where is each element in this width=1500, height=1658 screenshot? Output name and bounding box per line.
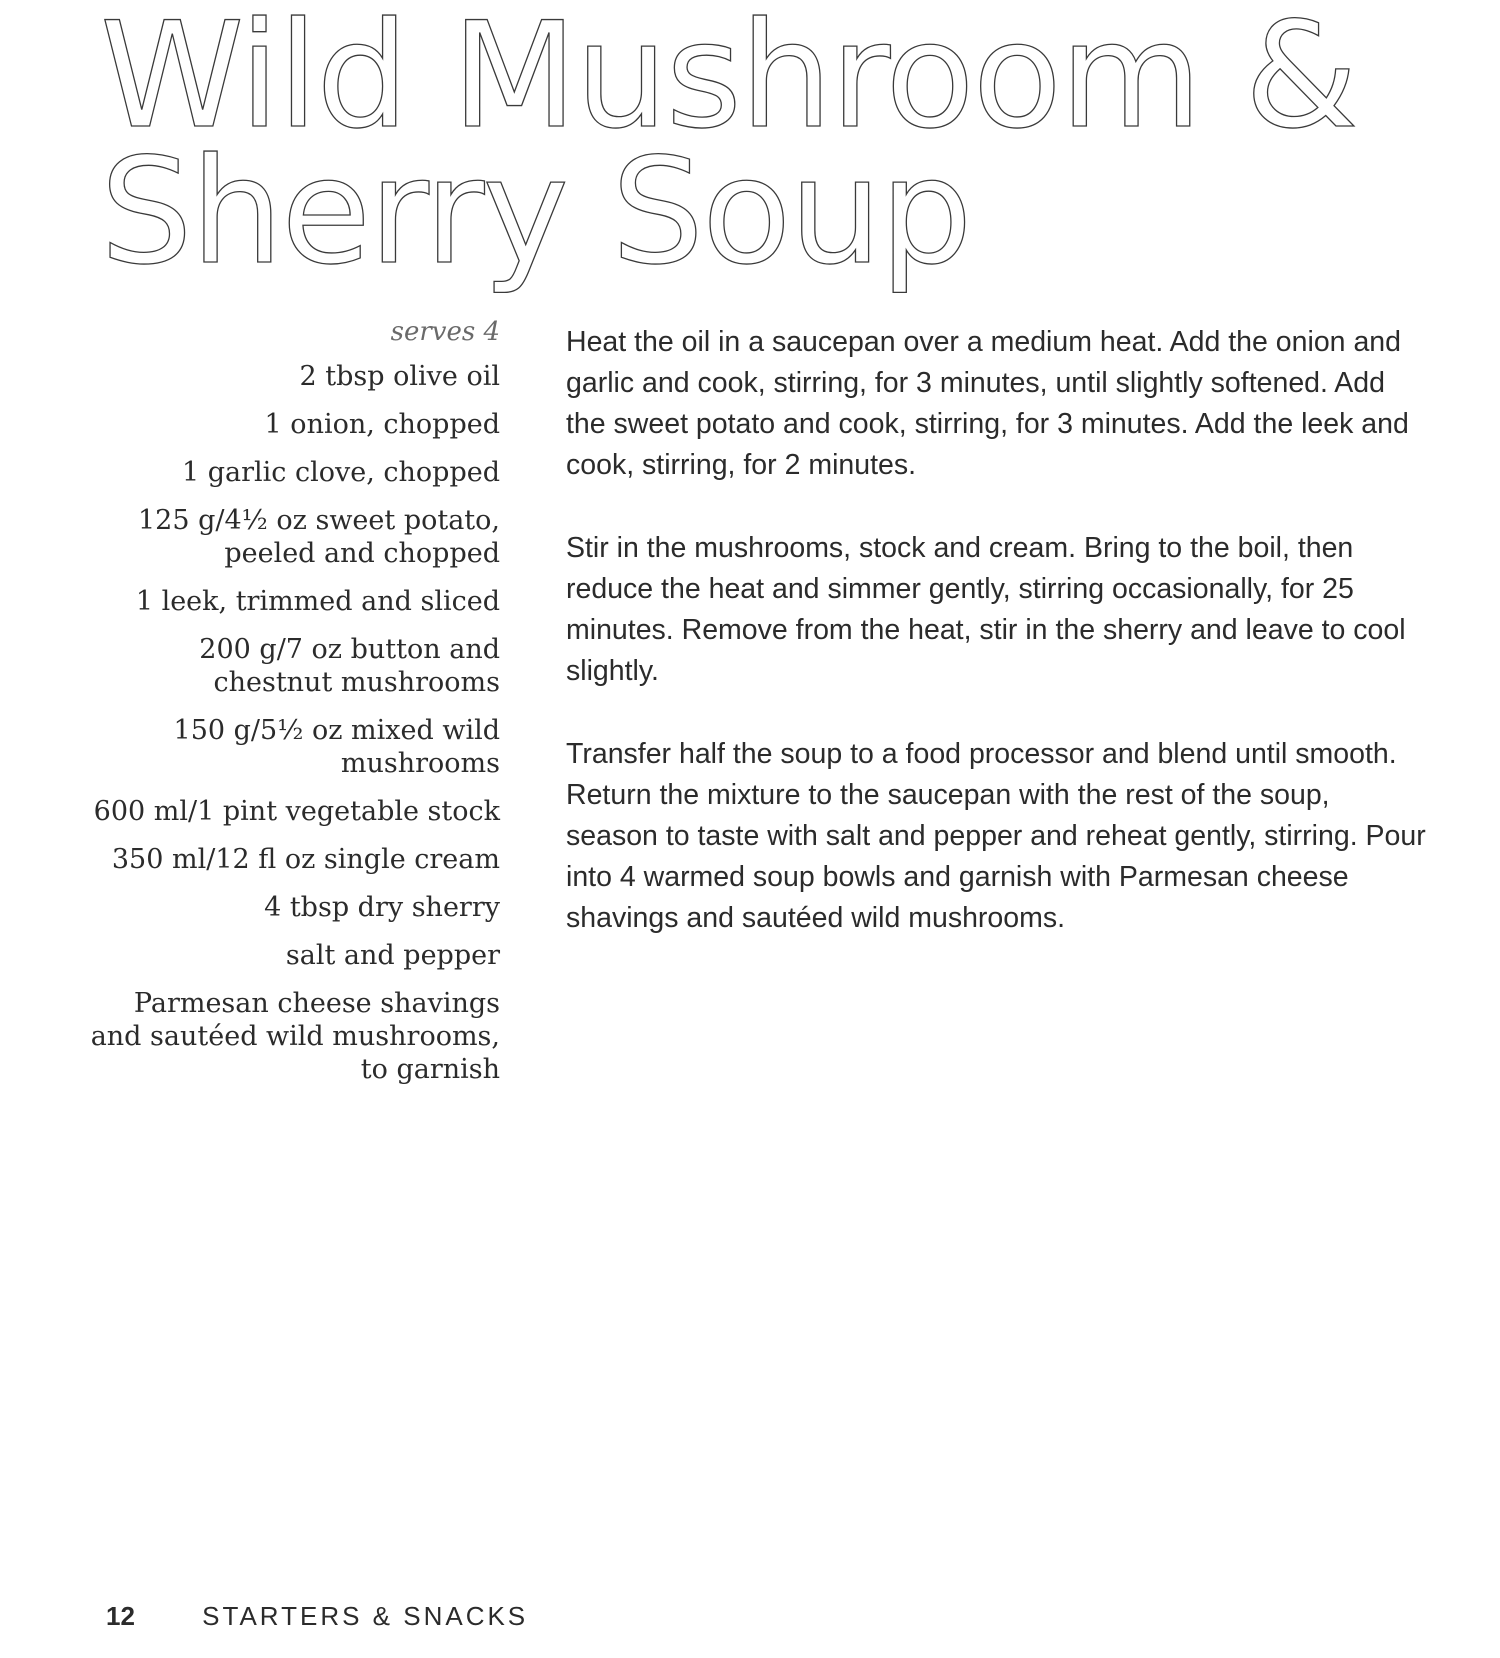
title-line-2: Sherry Soup [100,127,971,297]
page-footer [106,1600,528,1632]
ingredients-column [90,316,500,1101]
ingredient-item: Parmesan cheese shavings and sautéed wild mushrooms, to garnish [90,988,500,1085]
page-number: 12 [106,1601,135,1631]
ingredient-item: 1 leek, trimmed and sliced [135,586,500,617]
ingredient-item: 1 onion, chopped [264,409,500,440]
ingredient-item: 350 ml/12 fl oz single cream [111,844,500,875]
ingredient-item: 4 tbsp dry sherry [264,892,500,923]
serves-label: serves 4 [390,317,500,347]
ingredient-item: 150 g/5½ oz mixed wild mushrooms [173,715,500,779]
method-step: Stir in the mushrooms, stock and cream. Bring to the boil, then reduce the heat and simmer gently, stirring occasionally, for 25 minutes. Remove from the heat, stir in the sherry and leave to cool slightly. [566,532,1406,687]
method-step: Heat the oil in a saucepan over a medium heat. Add the onion and garlic and cook, stirring, for 3 minutes, until slightly softened. Add the sweet potato and cook, stirring, for 3 minutes. Add the leek and cook, stirring, for 2 minutes. [566,326,1409,481]
section-name: STARTERS & SNACKS [202,1601,529,1631]
recipe-title [100,0,1357,297]
ingredient-item: 200 g/7 oz button and chestnut mushrooms [199,634,500,698]
ingredient-list [90,360,500,1086]
ingredient-item: 1 garlic clove, chopped [181,457,500,488]
ingredient-item: 2 tbsp olive oil [299,361,500,392]
title-line-1: Wild Mushroom & [100,0,1357,161]
method-column [566,322,1426,981]
method-step: Transfer half the soup to a food processor and blend until smooth. Return the mixture to the saucepan with the rest of the soup, season to taste with salt and pepper and reheat gently, stirring. Pour into 4 warmed soup bowls and garnish with Parmesan cheese shavings and sautéed wild mushrooms. [566,738,1426,934]
ingredient-item: salt and pepper [285,940,500,971]
ingredient-item: 125 g/4½ oz sweet potato, peeled and chopped [137,505,500,569]
ingredient-item: 600 ml/1 pint vegetable stock [93,796,500,827]
